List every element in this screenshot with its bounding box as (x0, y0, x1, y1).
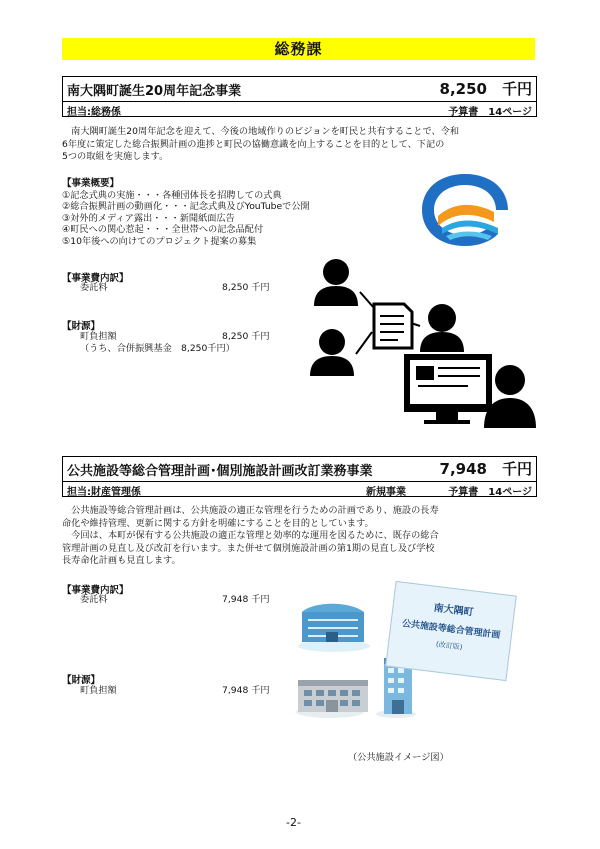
section2-amount: 7,948 千円 (439, 460, 532, 478)
section1-funding-value: 8,250 千円 (222, 331, 270, 342)
section1-cost-item: 委託料 (80, 282, 108, 293)
section2-funding-label: 【財源】 (62, 675, 101, 686)
image-caption: （公共施設イメージ図） (348, 752, 449, 763)
section2-cost-item: 委託料 (80, 594, 108, 605)
page-title: 総務課 (62, 38, 535, 60)
page-number: -2- (286, 816, 301, 829)
section1-cost-value: 8,250 千円 (222, 282, 270, 293)
section1-funding-item: 町負担額 (80, 331, 117, 342)
section2-header (62, 456, 537, 497)
section2-cost-label: 【事業費内訳】 (62, 585, 129, 596)
section2-funding-item: 町負担額 (80, 685, 117, 696)
list-item: ⑤10年後への向けてのプロジェクト提案の募集 (62, 235, 257, 247)
section1-header (62, 76, 537, 117)
card-revision: (改訂版) (435, 640, 463, 652)
section1-page-ref: 予算書 14ページ (448, 107, 532, 118)
section1-dept: 担当:総務係 (67, 107, 121, 118)
town-logo-icon (418, 172, 512, 250)
section1-amount: 8,250 千円 (439, 80, 532, 98)
section2-page-ref: 予算書 14ページ (448, 487, 532, 498)
card-plan-title: 公共施設等総合管理計画 (401, 619, 501, 642)
section2-title: 公共施設等総合管理計画･個別施設計画改訂業務事業 (67, 464, 373, 479)
plan-document-card (385, 581, 517, 681)
section2-intro: 公共施設等総合管理計画は、公共施設の適正な管理を行うための計画であり、施設の長寿 命化や維持管理、更新に関する方針を明確にすることを目的としています。 今回は、本町が保有する公共施設の適正な管理と効率的な運用を図るために、既存の総合 管理計画の見直し及び改訂を行います。また併せて個別施設計画の第1期の見直し及び学校 長寿命化計画も見直します。 (62, 505, 439, 566)
list-item: ①記念式典の実施・・・各種団体長を招聘しての式典 (62, 189, 282, 201)
section2-new-tag: 新規事業 (366, 487, 406, 498)
list-item: ②総合振興計画の動画化・・・記念式典及びYouTubeで公開 (62, 201, 310, 212)
section1-overview: 【事業概要】 ①記念式典の実施・・・各種団体長を招聘しての式典 ②総合振興計画の動画化・・・記念式典及びYouTubeで公開 ③対外的メディア露出・・・新聞紙面広告 ④町民への関心惹起・・・全世帯への記念品配付 ⑤10年後への向けてのプロジェクト提案の募集 (62, 178, 382, 247)
section2-cost-value: 7,948 千円 (222, 594, 270, 605)
card-town-name: 南大隅町 (432, 602, 475, 619)
section2-dept: 担当:財産管理係 (67, 487, 141, 498)
section1-funding-label: 【財源】 (62, 321, 101, 332)
people-communication-icon (308, 256, 538, 430)
list-item: ③対外的メディア露出・・・新聞紙面広告 (62, 212, 235, 224)
section1-intro: 南大隅町誕生20周年記念を迎えて、今後の地域作りのビジョンを町民と共有することで、令和 6年度に策定した総合振興計画の進捗と町民の協働意識を向上することを目的として、下記の 5つの取組を実施します。 (62, 126, 460, 162)
section1-cost-label: 【事業費内訳】 (62, 273, 129, 284)
list-item: ④町民への関心惹起・・・全世帯への記念品配付 (62, 224, 264, 235)
section1-funding-note: （うち、合併振興基金 8,250千円） (80, 343, 235, 354)
section1-title: 南大隅町誕生20周年記念事業 (67, 84, 242, 99)
section2-funding-value: 7,948 千円 (222, 685, 270, 696)
